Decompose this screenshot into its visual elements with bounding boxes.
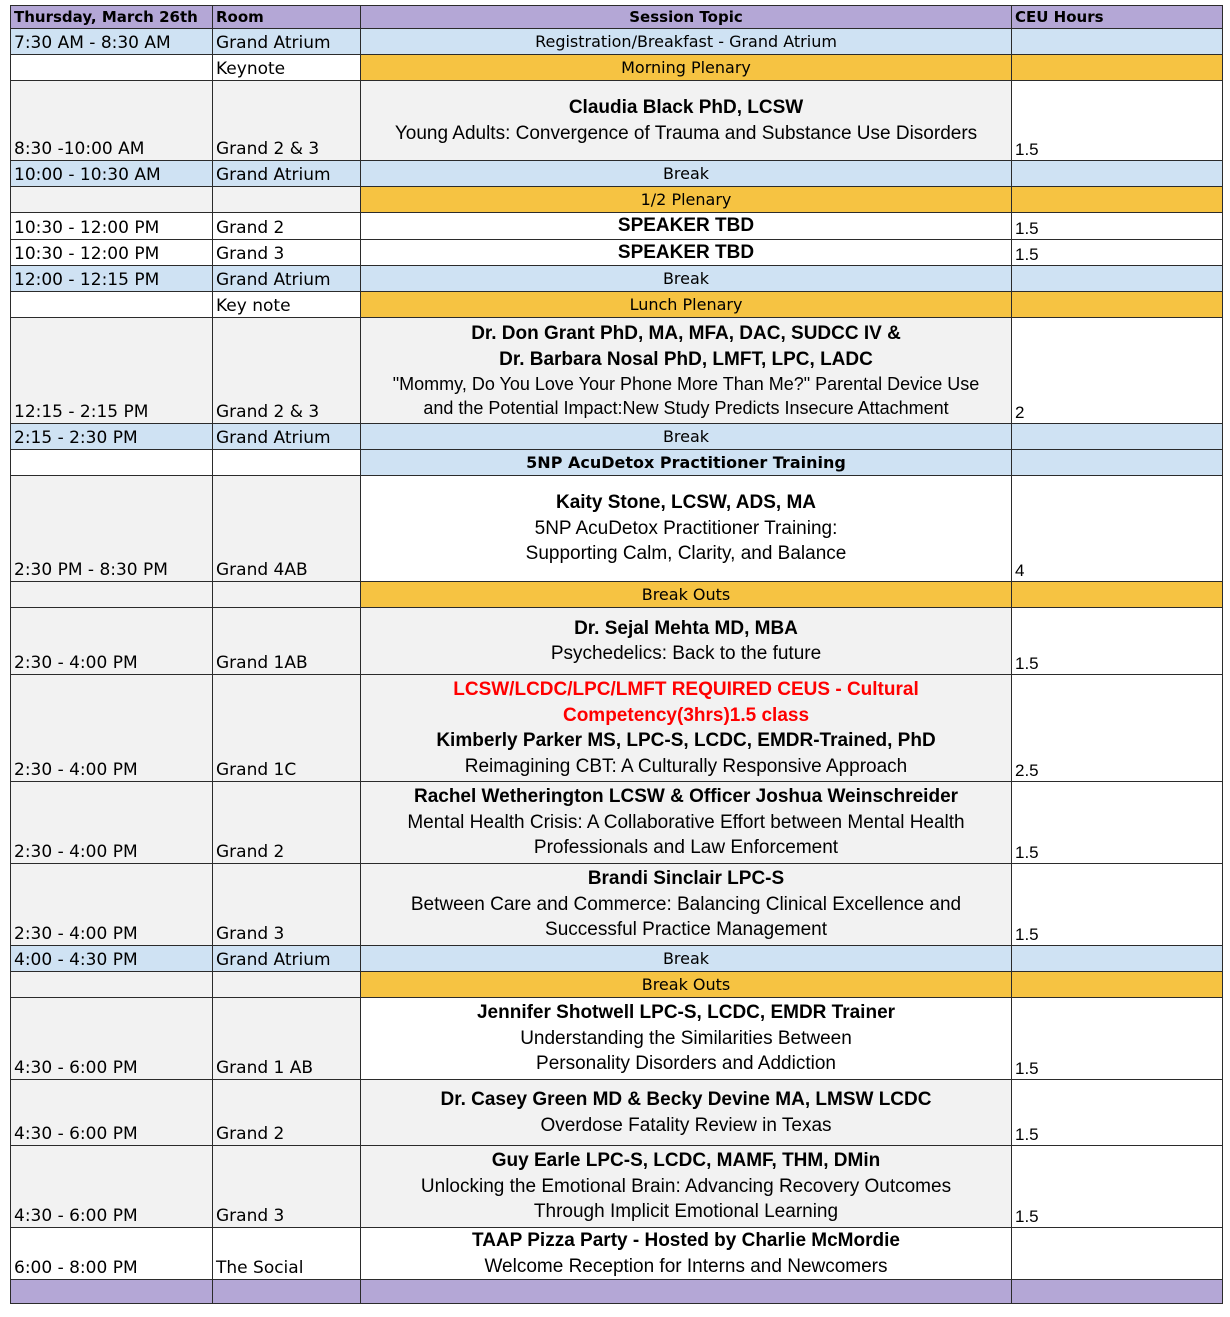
footer-cell	[361, 1280, 1012, 1304]
ceu-cell	[1012, 292, 1223, 318]
session-title: and the Potential Impact:New Study Predicts Insecure Attachment	[423, 398, 949, 418]
room-cell: Grand 2 & 3	[213, 318, 361, 424]
room-cell: Grand Atrium	[213, 266, 361, 292]
topic-cell: SPEAKER TBD	[361, 239, 1012, 266]
topic-cell: Break	[361, 161, 1012, 187]
time-cell: 6:00 - 8:00 PM	[11, 1228, 213, 1280]
time-cell: 2:30 - 4:00 PM	[11, 864, 213, 946]
room-cell	[213, 972, 361, 998]
session-title: Young Adults: Convergence of Trauma and Substance Use Disorders	[394, 122, 978, 144]
room-cell: Grand 2	[213, 1080, 361, 1146]
room-cell	[213, 187, 361, 213]
table-row	[11, 161, 1223, 187]
topic-cell	[361, 81, 1012, 161]
table-row	[11, 424, 1223, 450]
topic-cell: Morning Plenary	[361, 55, 1012, 81]
ceu-cell: 1.5	[1012, 608, 1223, 675]
table-row	[11, 782, 1223, 864]
ceu-cell	[1012, 161, 1223, 187]
topic-cell: 1/2 Plenary	[361, 187, 1012, 213]
topic-cell: SPEAKER TBD	[361, 213, 1012, 240]
ceu-cell: 4	[1012, 476, 1223, 582]
table-row	[11, 1080, 1223, 1146]
ceu-cell	[1012, 55, 1223, 81]
header-row	[11, 6, 1223, 29]
topic-cell	[361, 318, 1012, 424]
table-row	[11, 608, 1223, 675]
time-cell: 4:30 - 6:00 PM	[11, 998, 213, 1080]
table-row	[11, 582, 1223, 608]
topic-cell	[361, 1080, 1012, 1146]
header-topic: Session Topic	[361, 6, 1012, 29]
ceu-cell: 1.5	[1012, 864, 1223, 946]
time-cell: 2:30 - 4:00 PM	[11, 782, 213, 864]
speaker-name: Claudia Black PhD, LCSW	[568, 97, 804, 118]
room-cell: Grand 2 & 3	[213, 81, 361, 161]
time-cell: 2:30 - 4:00 PM	[11, 608, 213, 675]
time-cell: 10:00 - 10:30 AM	[11, 161, 213, 187]
ceu-cell: 1.5	[1012, 1146, 1223, 1228]
header-room: Room	[213, 6, 361, 29]
topic-cell	[361, 998, 1012, 1080]
room-cell: Key note	[213, 292, 361, 318]
time-cell: 4:30 - 6:00 PM	[11, 1146, 213, 1228]
topic-cell	[361, 1228, 1012, 1280]
table-row	[11, 972, 1223, 998]
ceu-cell: 1.5	[1012, 998, 1223, 1080]
table-row	[11, 55, 1223, 81]
required-ceu-notice: Competency(3hrs)1.5 class	[562, 704, 810, 726]
time-cell	[11, 972, 213, 998]
session-title: Reimagining CBT: A Culturally Responsive Approach	[464, 755, 908, 777]
table-row	[11, 864, 1223, 946]
time-cell: 10:30 - 12:00 PM	[11, 239, 213, 266]
topic-cell: Break	[361, 266, 1012, 292]
topic-cell: Break	[361, 424, 1012, 450]
table-row	[11, 187, 1223, 213]
time-cell: 2:30 - 4:00 PM	[11, 675, 213, 782]
time-cell: 4:00 - 4:30 PM	[11, 946, 213, 972]
room-cell	[213, 450, 361, 476]
table-row	[11, 239, 1223, 266]
time-cell	[11, 55, 213, 81]
header-ceu: CEU Hours	[1012, 6, 1223, 29]
time-cell: 12:15 - 2:15 PM	[11, 318, 213, 424]
table-row	[11, 450, 1223, 476]
room-cell: Grand 2	[213, 782, 361, 864]
table-row	[11, 266, 1223, 292]
speaker-name: Brandi Sinclair LPC-S	[587, 868, 785, 890]
room-cell: Grand 1C	[213, 675, 361, 782]
ceu-cell: 2	[1012, 318, 1223, 424]
time-cell: 8:30 -10:00 AM	[11, 81, 213, 161]
room-cell: Keynote	[213, 55, 361, 81]
speaker-name: Dr. Sejal Mehta MD, MBA	[574, 617, 798, 639]
room-cell: Grand 3	[213, 1146, 361, 1228]
footer-row	[11, 1280, 1223, 1304]
speaker-name: TAAP Pizza Party - Hosted by Charlie McMordie	[472, 1230, 900, 1251]
footer-cell	[11, 1280, 213, 1304]
ceu-cell: 1.5	[1012, 81, 1223, 161]
session-title: Successful Practice Management	[545, 919, 827, 941]
table-row	[11, 81, 1223, 161]
topic-cell	[361, 782, 1012, 864]
room-cell: Grand Atrium	[213, 424, 361, 450]
table-row	[11, 946, 1223, 972]
session-title: Supporting Calm, Clarity, and Balance	[525, 543, 847, 565]
time-cell	[11, 292, 213, 318]
room-cell: Grand 1 AB	[213, 998, 361, 1080]
required-ceu-notice: LCSW/LCDC/LPC/LMFT REQUIRED CEUS - Cultural	[453, 679, 919, 700]
time-cell: 4:30 - 6:00 PM	[11, 1080, 213, 1146]
speaker-name: Kimberly Parker MS, LPC-S, LCDC, EMDR-Trained, PhD	[436, 730, 936, 751]
speaker-name: Dr. Don Grant PhD, MA, MFA, DAC, SUDCC IV &	[471, 323, 901, 344]
topic-cell: Break Outs	[361, 582, 1012, 608]
table-row	[11, 476, 1223, 582]
topic-cell	[361, 608, 1012, 675]
ceu-cell: 1.5	[1012, 239, 1223, 266]
topic-cell	[361, 675, 1012, 782]
speaker-name: Guy Earle LPC-S, LCDC, MAMF, THM, DMin	[491, 1150, 881, 1172]
footer-cell	[1012, 1280, 1223, 1304]
ceu-cell	[1012, 29, 1223, 55]
time-cell: 2:15 - 2:30 PM	[11, 424, 213, 450]
topic-cell	[361, 476, 1012, 582]
room-cell	[213, 582, 361, 608]
topic-cell	[361, 1146, 1012, 1228]
room-cell: The Social	[213, 1228, 361, 1280]
ceu-cell: 1.5	[1012, 1080, 1223, 1146]
topic-cell: Lunch Plenary	[361, 292, 1012, 318]
session-title: Welcome Reception for Interns and Newcomers	[484, 1255, 888, 1277]
time-cell	[11, 187, 213, 213]
ceu-cell	[1012, 187, 1223, 213]
time-cell	[11, 450, 213, 476]
topic-cell: Break Outs	[361, 972, 1012, 998]
speaker-name: Jennifer Shotwell LPC-S, LCDC, EMDR Trainer	[476, 1002, 896, 1024]
ceu-cell	[1012, 1228, 1223, 1280]
ceu-cell	[1012, 972, 1223, 998]
time-cell: 7:30 AM - 8:30 AM	[11, 29, 213, 55]
session-title: Personality Disorders and Addiction	[536, 1053, 836, 1075]
session-title: Professionals and Law Enforcement	[533, 837, 839, 859]
session-title: Psychedelics: Back to the future	[550, 643, 822, 664]
room-cell: Grand 3	[213, 239, 361, 266]
table-row	[11, 29, 1223, 55]
ceu-cell	[1012, 582, 1223, 608]
table-row	[11, 292, 1223, 318]
room-cell: Grand 2	[213, 213, 361, 240]
session-title: Through Implicit Emotional Learning	[533, 1201, 839, 1223]
room-cell: Grand Atrium	[213, 946, 361, 972]
ceu-cell	[1012, 266, 1223, 292]
footer-cell	[213, 1280, 361, 1304]
ceu-cell: 1.5	[1012, 213, 1223, 240]
table-row	[11, 213, 1223, 240]
ceu-cell	[1012, 946, 1223, 972]
table-row	[11, 1228, 1223, 1280]
ceu-cell: 1.5	[1012, 782, 1223, 864]
session-title: Unlocking the Emotional Brain: Advancing Recovery Outcomes	[420, 1175, 952, 1197]
session-title: "Mommy, Do You Love Your Phone More Than Me?" Parental Device Use	[392, 374, 980, 394]
topic-cell: Registration/Breakfast - Grand Atrium	[361, 29, 1012, 55]
session-title: Understanding the Similarities Between	[520, 1027, 852, 1049]
room-cell: Grand Atrium	[213, 29, 361, 55]
room-cell: Grand 3	[213, 864, 361, 946]
time-cell: 12:00 - 12:15 PM	[11, 266, 213, 292]
session-title: 5NP AcuDetox Practitioner Training:	[534, 517, 838, 539]
speaker-name: Dr. Barbara Nosal PhD, LMFT, LPC, LADC	[499, 348, 873, 370]
table-row	[11, 1146, 1223, 1228]
time-cell	[11, 582, 213, 608]
table-row	[11, 675, 1223, 782]
ceu-cell	[1012, 424, 1223, 450]
time-cell: 2:30 PM - 8:30 PM	[11, 476, 213, 582]
session-title: Mental Health Crisis: A Collaborative Effort between Mental Health	[407, 811, 965, 833]
ceu-cell	[1012, 450, 1223, 476]
table-row	[11, 998, 1223, 1080]
topic-cell: 5NP AcuDetox Practitioner Training	[361, 450, 1012, 476]
room-cell: Grand 4AB	[213, 476, 361, 582]
session-title: Between Care and Commerce: Balancing Clinical Excellence and	[410, 893, 962, 915]
topic-cell: Break	[361, 946, 1012, 972]
topic-cell	[361, 864, 1012, 946]
room-cell: Grand Atrium	[213, 161, 361, 187]
table-row	[11, 318, 1223, 424]
speaker-name: Rachel Wetherington LCSW & Officer Joshua Weinschreider	[413, 786, 959, 808]
time-cell: 10:30 - 12:00 PM	[11, 213, 213, 240]
ceu-cell: 2.5	[1012, 675, 1223, 782]
header-day: Thursday, March 26th	[11, 6, 213, 29]
schedule-table	[10, 5, 1223, 1304]
speaker-name: Kaity Stone, LCSW, ADS, MA	[555, 492, 817, 514]
session-title: Overdose Fatality Review in Texas	[540, 1114, 832, 1136]
room-cell: Grand 1AB	[213, 608, 361, 675]
speaker-name: Dr. Casey Green MD & Becky Devine MA, LMSW LCDC	[440, 1089, 932, 1110]
